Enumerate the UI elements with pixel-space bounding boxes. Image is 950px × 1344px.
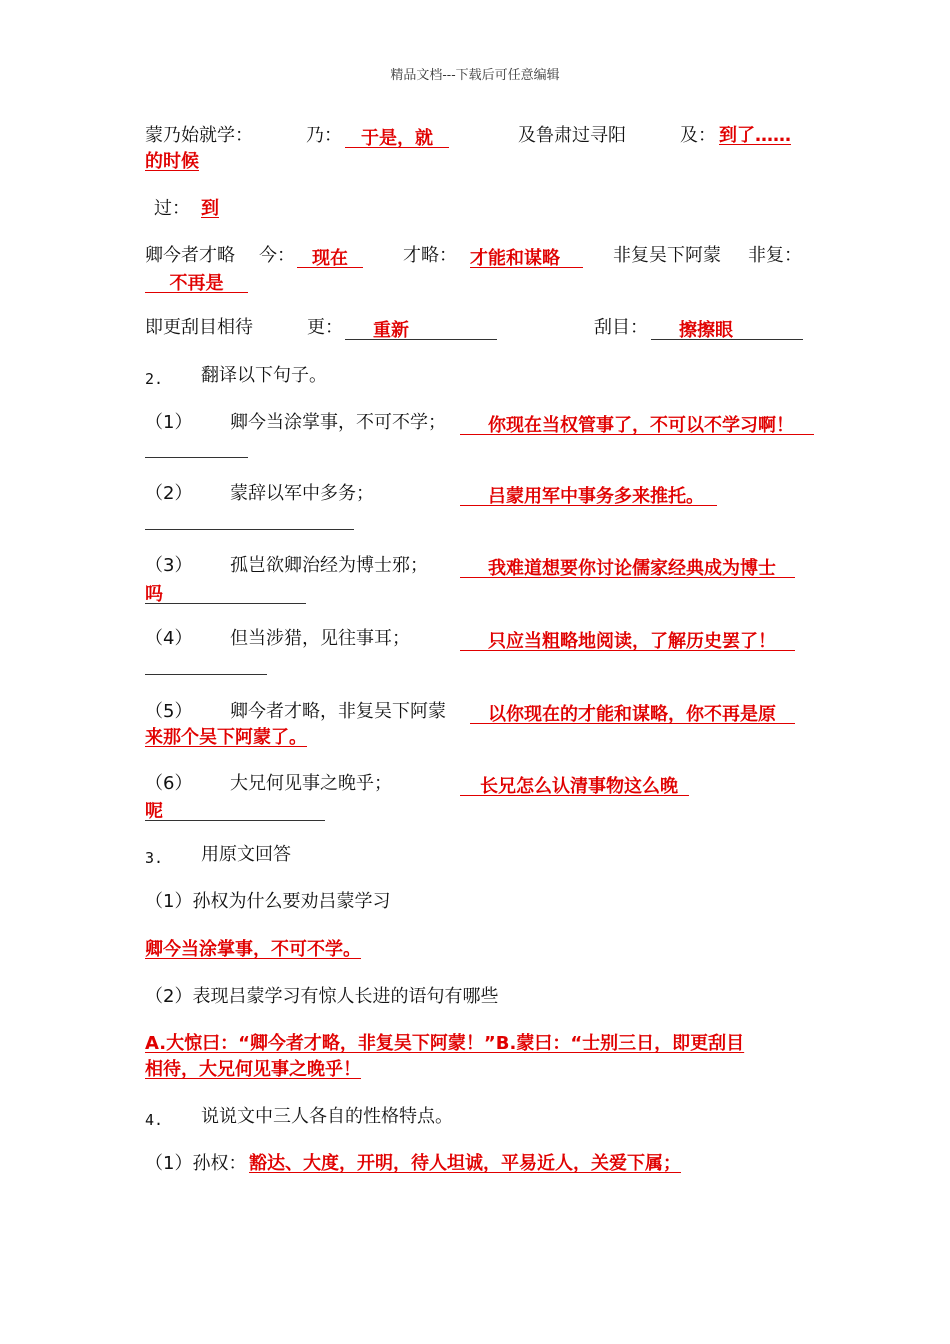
answer-blank <box>145 651 267 675</box>
section-title: 翻译以下句子。 <box>201 365 327 386</box>
item-question: 孤岂欲卿治经为博士邪； <box>230 555 428 576</box>
question: （1）孙权： <box>145 1153 247 1174</box>
item-label: （3） <box>145 555 193 576</box>
answer: A.大惊曰：“卿今者才略，非复吴下阿蒙！”B.蒙曰：“士别三日，即更刮目 <box>145 1033 745 1054</box>
item-answer-cont: 吗 <box>145 580 306 604</box>
vocab-answer: 才能和谋略 <box>470 244 583 268</box>
item-answer: 只应当粗略地阅读，了解历史罢了！ <box>460 627 795 651</box>
section-number: 4. <box>145 1111 164 1129</box>
section-title: 用原文回答 <box>201 844 291 865</box>
item-answer: 我难道想要你讨论儒家经典成为博士 <box>460 554 795 578</box>
question: （2）表现吕蒙学习有惊人长进的语句有哪些 <box>145 986 499 1007</box>
vocab-key: 乃： <box>306 125 342 146</box>
answer-cont: 相待，大兄何见事之晚乎！ <box>145 1059 361 1080</box>
vocab-key: 过： <box>154 198 190 219</box>
vocab-phrase: 卿今者才略 <box>145 245 235 266</box>
answer: 豁达、大度，开明，待人坦诚，平易近人，关爱下属； <box>249 1153 681 1174</box>
item-question: 卿今者才略，非复吴下阿蒙 <box>230 701 446 722</box>
item-answer-cont: 来那个吴下阿蒙了。 <box>145 727 307 748</box>
item-answer: 长兄怎么认清事物这么晚 <box>460 772 689 796</box>
answer: 卿今当涂掌事，不可不学。 <box>145 939 361 960</box>
answer-blank <box>145 434 248 458</box>
item-label: （2） <box>145 483 193 504</box>
item-question: 大兄何见事之晚乎； <box>230 773 392 794</box>
item-question: 但当涉猎，见往事耳； <box>230 628 410 649</box>
page-header: 精品文档---下载后可任意编辑 <box>390 68 560 83</box>
vocab-key: 才略： <box>403 245 457 266</box>
vocab-phrase: 非复吴下阿蒙 <box>613 245 721 266</box>
vocab-answer: 擦擦眼 <box>651 316 803 340</box>
vocab-key: 今： <box>259 245 295 266</box>
section-title: 说说文中三人各自的性格特点。 <box>201 1106 453 1127</box>
vocab-answer: 重新 <box>345 316 497 340</box>
vocab-key: 非复： <box>748 245 802 266</box>
vocab-key: 及： <box>680 125 716 146</box>
vocab-answer: 到了…… <box>719 125 791 146</box>
vocab-answer: 于是，就 <box>345 124 449 148</box>
vocab-answer: 到 <box>201 198 219 219</box>
vocab-phrase: 蒙乃始就学： <box>145 125 253 146</box>
answer-blank <box>145 506 354 530</box>
vocab-phrase: 及鲁肃过寻阳 <box>518 125 626 146</box>
item-answer: 你现在当权管事了，不可以不学习啊！ <box>460 411 814 435</box>
item-label: （5） <box>145 701 193 722</box>
item-answer: 以你现在的才能和谋略，你不再是原 <box>470 700 795 724</box>
question: （1）孙权为什么要劝吕蒙学习 <box>145 891 391 912</box>
vocab-key: 刮目： <box>594 317 648 338</box>
vocab-key: 更： <box>307 317 343 338</box>
item-question: 蒙辞以军中多务； <box>230 483 374 504</box>
vocab-phrase: 即更刮目相待 <box>145 317 253 338</box>
item-label: （6） <box>145 773 193 794</box>
vocab-answer-cont: 的时候 <box>145 151 199 172</box>
vocab-answer: 现在 <box>297 244 363 268</box>
item-question: 卿今当涂掌事，不可不学； <box>230 412 446 433</box>
section-number: 3. <box>145 849 164 867</box>
item-label: （1） <box>145 412 193 433</box>
section-number: 2. <box>145 370 164 388</box>
vocab-answer: 不再是 <box>145 269 248 293</box>
item-answer: 吕蒙用军中事务多来推托。 <box>460 482 717 506</box>
item-label: （4） <box>145 628 193 649</box>
item-answer-cont: 呢 <box>145 797 325 821</box>
